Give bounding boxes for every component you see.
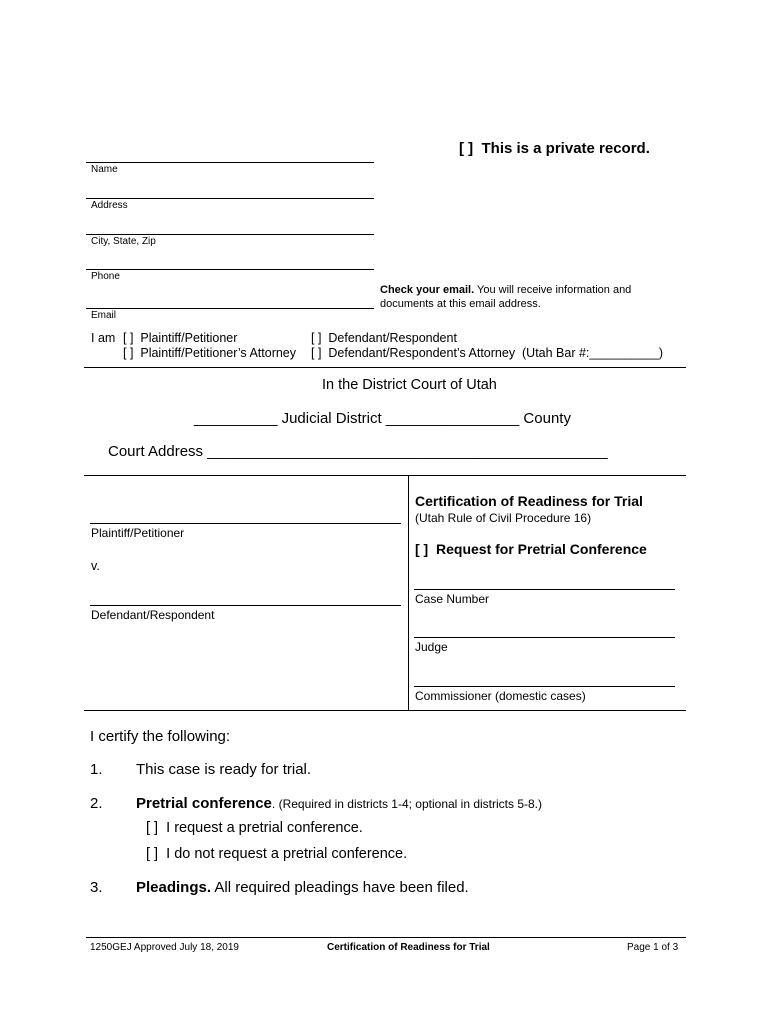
email-label: Email (91, 310, 117, 321)
commissioner-label: Commissioner (domestic cases) (415, 689, 586, 703)
city-state-zip-field[interactable] (86, 234, 374, 235)
item-1-text: This case is ready for trial. (136, 761, 312, 778)
document-title: Certification of Readiness for Trial (415, 493, 643, 509)
request-pretrial-checkbox[interactable]: [ ] I request a pretrial conference. (146, 820, 363, 836)
plaintiff-label: Plaintiff/Petitioner (91, 526, 185, 540)
email-note-line2: documents at this email address. (380, 298, 541, 310)
item-2-bold: Pretrial conference (136, 795, 272, 812)
footer-page: Page 1 of 3 (627, 942, 679, 953)
case-number-field[interactable] (414, 589, 675, 590)
city-state-zip-label: City, State, Zip (91, 236, 156, 247)
item-3-text (136, 879, 469, 896)
footer-title: Certification of Readiness for Trial (327, 942, 490, 953)
email-note (380, 283, 631, 311)
pretrial-request-checkbox[interactable]: [ ] Request for Pretrial Conference (415, 541, 647, 557)
address-field[interactable] (86, 198, 374, 199)
caption-vertical-divider (408, 476, 409, 710)
item-2-number: 2. (90, 795, 103, 812)
private-record-label: [ ] This is a private record. (459, 140, 650, 157)
footer-rule (86, 937, 686, 938)
no-pretrial-checkbox[interactable]: [ ] I do not request a pretrial conference. (146, 846, 408, 862)
defendant-attorney-checkbox[interactable]: [ ] Defendant/Respondent’s Attorney (Utah Bar #:__________) (311, 346, 664, 360)
email-field[interactable] (86, 308, 374, 309)
item-3-bold: Pleadings. (136, 879, 212, 896)
district-county-line[interactable]: __________ Judicial District ________________ County (194, 410, 571, 427)
case-number-label: Case Number (415, 592, 490, 606)
defendant-name-field[interactable] (90, 605, 401, 606)
item-3-number: 3. (90, 879, 103, 896)
divider-top (84, 367, 686, 368)
address-label: Address (91, 200, 128, 211)
judge-label: Judge (415, 640, 448, 654)
name-label: Name (91, 164, 118, 175)
item-2-rest: . (Required in districts 1-4; optional in districts 5-8.) (271, 797, 543, 811)
divider-caption-top (84, 475, 686, 476)
versus-label: v. (91, 559, 100, 573)
court-title: In the District Court of Utah (322, 377, 497, 393)
email-note-text: You will receive information and (474, 284, 632, 296)
certify-intro: I certify the following: (90, 728, 231, 745)
divider-caption-bottom (84, 710, 686, 711)
email-note-bold: Check your email. (380, 284, 475, 296)
plaintiff-checkbox[interactable]: [ ] Plaintiff/Petitioner (123, 331, 238, 345)
phone-label: Phone (91, 271, 120, 282)
judge-field[interactable] (414, 637, 675, 638)
i-am-label: I am (91, 331, 116, 345)
private-record-checkbox[interactable] (459, 140, 650, 157)
name-field[interactable] (86, 162, 374, 163)
item-3-rest: All required pleadings have been filed. (211, 879, 469, 896)
court-address-line[interactable]: Court Address ________________________________________________ (108, 443, 608, 460)
document-rule: (Utah Rule of Civil Procedure 16) (415, 511, 592, 525)
plaintiff-attorney-checkbox[interactable]: [ ] Plaintiff/Petitioner’s Attorney (123, 346, 297, 360)
item-1-number: 1. (90, 761, 103, 778)
plaintiff-name-field[interactable] (90, 523, 401, 524)
footer-form-id: 1250GEJ Approved July 18, 2019 (90, 942, 239, 953)
item-2-text (136, 795, 542, 813)
phone-field[interactable] (86, 269, 374, 270)
defendant-label: Defendant/Respondent (91, 608, 215, 622)
defendant-checkbox[interactable]: [ ] Defendant/Respondent (311, 331, 457, 345)
commissioner-field[interactable] (414, 686, 675, 687)
